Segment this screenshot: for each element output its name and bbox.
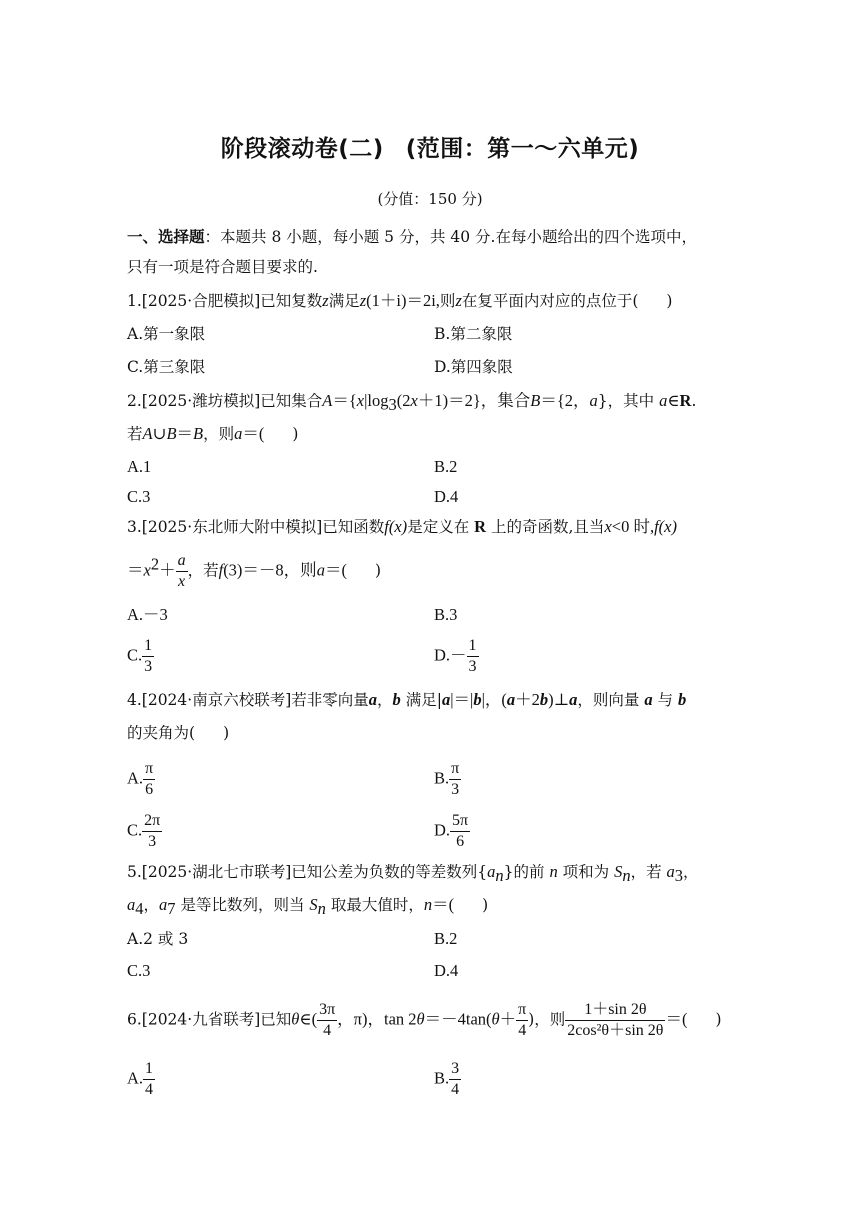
- question-4-line2: [127, 723, 229, 743]
- q4-a: a: [368, 690, 378, 709]
- q3-cond: ，若: [187, 561, 219, 580]
- q2-in: ∈: [667, 391, 680, 410]
- q3-eq: ＝: [127, 560, 144, 580]
- q2-close: ): [292, 425, 299, 443]
- q1-option-a[interactable]: A.第一象限: [127, 325, 206, 343]
- section-intro-line2: 只有一项是符合题目要求的.: [127, 258, 318, 276]
- question-1: [127, 291, 672, 311]
- q1-var-z3: z: [455, 291, 462, 310]
- q2-lead: 2.[2025·潍坊模拟]已知集合: [127, 392, 323, 410]
- q4-a5: a: [644, 690, 653, 709]
- q2-set-b3: B: [193, 424, 204, 443]
- q4-and: 与: [657, 691, 674, 709]
- q6-a-frac: [143, 1060, 155, 1099]
- q4-sat: 满足|: [405, 691, 442, 709]
- q2-set-b2: B: [166, 424, 177, 443]
- question-2-line2: [127, 424, 298, 444]
- q2-a2: a: [659, 391, 668, 410]
- q2-eq1: ＝{: [332, 391, 357, 410]
- q5-sub-n: n: [495, 866, 504, 886]
- q2-arg: (2: [396, 391, 411, 410]
- q3-on: 上的奇函数,且当: [491, 518, 605, 536]
- q5-option-a[interactable]: A.2 或 3: [127, 930, 189, 948]
- section-header: [127, 227, 697, 247]
- q2-option-c[interactable]: C.3: [127, 487, 151, 506]
- question-3-line2: $=x^2+$ $\frac{a}{x}$ ，若f(3)＝－8，则a＝( ): [127, 552, 381, 590]
- q3-f2: f: [654, 517, 659, 536]
- q4-b-lead: B.: [434, 768, 450, 788]
- q2-rest: }，其中: [597, 392, 655, 410]
- q5-n: n: [549, 862, 558, 881]
- q2-log-base: 3: [388, 395, 397, 415]
- q3-reals: R: [474, 517, 487, 536]
- q4-b2: b: [473, 690, 482, 709]
- question-2: [127, 391, 697, 415]
- q4-option-d[interactable]: [434, 812, 470, 851]
- q6-b-frac: [449, 1060, 461, 1099]
- q3-f3-val: (3)＝－8，则: [223, 560, 317, 580]
- q5-close: ): [482, 896, 489, 914]
- q6-a-num: 1: [143, 1060, 155, 1080]
- title-scope: (范围：第一～六单元): [405, 136, 640, 162]
- q1-option-c[interactable]: C.第三象限: [127, 358, 206, 376]
- q2-a3: a: [234, 424, 243, 443]
- q1-option-d[interactable]: D.第四象限: [434, 358, 513, 376]
- q2-eqa: ＝(: [242, 424, 265, 443]
- q4-a-num: π: [143, 760, 155, 780]
- q6-b-den: 4: [451, 1081, 460, 1098]
- q4-comma: ，: [377, 691, 393, 709]
- q5-n2: n: [423, 895, 433, 914]
- q6-then: )，则: [528, 1010, 566, 1029]
- question-5-line2: $a_4$，$a_7$ 是等比数列，则当 $S_n$ 取最大值时，n＝( ): [127, 895, 489, 919]
- q3-option-a[interactable]: A.－3: [127, 605, 168, 624]
- q5-mid: }的前: [503, 863, 545, 881]
- q1-tail2: 在复平面内对应的点位于(: [461, 292, 639, 310]
- q3-ask: ＝(: [324, 560, 347, 580]
- q6-frac-main-den: 2cos²θ＋sin 2θ: [567, 1022, 664, 1039]
- q5-line2b: 取最大值时，: [330, 896, 424, 914]
- q1-mid: 满足: [328, 292, 360, 310]
- q5-sub-n2: n: [622, 866, 631, 886]
- q5-sub-4: 4: [135, 899, 144, 919]
- q5-a: a: [487, 862, 496, 881]
- q1-var-z: z: [322, 291, 329, 310]
- q4-option-b[interactable]: [434, 760, 461, 799]
- q4-c-num: 2π: [142, 812, 162, 832]
- q4-a2: a: [441, 690, 451, 709]
- q6-frac-main-num: 1＋sin 2θ: [565, 1001, 665, 1021]
- q3-x2: x: [143, 560, 151, 580]
- q2-then: ，则: [203, 425, 235, 443]
- q1-tail: 则: [439, 292, 456, 310]
- score-info: (分值：150 分): [377, 190, 483, 208]
- q3-a: a: [316, 560, 325, 580]
- q5-option-c[interactable]: C.3: [127, 961, 151, 980]
- q4-close: ): [223, 724, 230, 742]
- q4-c-frac: [142, 812, 162, 851]
- q6-close: ): [715, 1010, 722, 1029]
- q3-lt: <0 时,: [611, 517, 655, 536]
- q4-d-num: 5π: [450, 812, 470, 832]
- q2-set-a2: A: [142, 424, 153, 443]
- q6-in: ∈(: [299, 1009, 318, 1029]
- q3-option-d[interactable]: [434, 637, 479, 676]
- q1-lead: 1.[2025·合肥模拟]已知复数: [127, 292, 323, 310]
- q6-pi: ，π)，tan 2: [337, 1009, 417, 1029]
- q4-plus2: ＋2: [515, 690, 540, 709]
- q6-b-lead: B.: [434, 1068, 450, 1088]
- q5-option-d[interactable]: D.4: [434, 961, 459, 980]
- q3-fx2: (x): [658, 517, 677, 536]
- q4-c-den: 3: [148, 833, 157, 850]
- title-main: 阶段滚动卷(二): [220, 136, 384, 162]
- q5-a7: a: [159, 895, 168, 914]
- q6-frac2-num: π: [516, 1001, 528, 1021]
- q4-absend: |，(: [481, 690, 507, 709]
- q4-absmid: |＝|: [450, 690, 474, 709]
- q5-line2: 是等比数列，则当: [180, 896, 305, 914]
- q6-option-b[interactable]: [434, 1060, 461, 1099]
- q1-expr: (1＋i)＝2i,: [366, 291, 440, 310]
- q3-d-frac: [467, 637, 479, 676]
- q4-a3: a: [506, 690, 516, 709]
- q4-option-a[interactable]: [127, 760, 155, 799]
- q5-mid2: 项和为: [562, 863, 610, 881]
- q4-d-lead: D.: [434, 820, 451, 840]
- q3-d-den: 3: [468, 658, 477, 675]
- q5-a3: a: [666, 862, 675, 881]
- q6-frac1-num: 3π: [317, 1001, 337, 1021]
- q2-dot: .: [691, 392, 697, 410]
- q4-b-frac: [449, 760, 461, 799]
- q3-d-lead: D.－: [434, 645, 467, 665]
- q2-eqb: ＝: [176, 424, 194, 443]
- q4-d-den: 6: [456, 833, 465, 850]
- q2-if: 若: [127, 425, 143, 443]
- q3-c-frac: [142, 637, 154, 676]
- q3-is: 是定义在: [407, 518, 470, 536]
- q4-line2: 的夹角为(: [127, 724, 196, 742]
- q3-c-lead: C.: [127, 645, 143, 665]
- q4-a-frac: [143, 760, 155, 799]
- q3-c-num: 1: [142, 637, 154, 657]
- q1-close: ): [666, 292, 673, 310]
- q6-frac2: [516, 1001, 528, 1040]
- q3-close: ): [374, 561, 381, 580]
- q1-option-b[interactable]: B.第二象限: [434, 325, 513, 343]
- section-intro: ：本题共 8 小题，每小题 5 分，共 40 分.在每小题给出的四个选项中，: [204, 228, 697, 246]
- q3-option-c[interactable]: [127, 637, 154, 676]
- q2-option-d[interactable]: D.4: [434, 487, 459, 506]
- q2-union: ∪: [152, 424, 167, 443]
- q5-s2: S: [309, 895, 318, 914]
- q4-b: b: [392, 690, 401, 709]
- q2-arg2: ＋1)＝2}，集合: [417, 391, 531, 410]
- q6-frac1: [317, 1001, 337, 1040]
- q2-log: |log: [364, 391, 389, 410]
- q4-a-den: 6: [145, 781, 154, 798]
- q6-option-a[interactable]: [127, 1060, 155, 1099]
- q2-eq2: ＝{2，: [540, 391, 590, 410]
- q6-frac2-den: 4: [518, 1022, 527, 1039]
- q3-option-b[interactable]: B.3: [434, 605, 458, 624]
- question-3: [127, 517, 677, 537]
- q6-theta2: θ: [416, 1009, 425, 1029]
- q4-option-c[interactable]: [127, 812, 162, 851]
- q3-fx: (x): [388, 517, 408, 536]
- q2-set-b: B: [530, 391, 541, 410]
- q4-lead: 4.[2024·南京六校联考]若非零向量: [127, 691, 369, 709]
- q5-mid3: ，若: [630, 863, 662, 881]
- q3-d-num: 1: [467, 637, 479, 657]
- q6-frac1-den: 4: [323, 1022, 332, 1039]
- q6-ask: ＝(: [665, 1009, 688, 1029]
- q4-b4: b: [677, 690, 687, 709]
- q3-lead: 3.[2025·东北师大附中模拟]已知函数: [127, 518, 385, 536]
- q6-eq: ＝－4tan(: [424, 1009, 492, 1029]
- q6-frac-main: [565, 1001, 665, 1040]
- q2-option-a[interactable]: A.1: [127, 457, 152, 476]
- q3-plus: ＋: [159, 560, 176, 580]
- q4-a-lead: A.: [127, 768, 144, 788]
- q5-sub-n3: n: [317, 899, 326, 919]
- q3-frac-num: a: [176, 552, 188, 572]
- q5-lead: 5.[2025·湖北七市联考]已知公差为负数的等差数列{: [127, 863, 488, 881]
- q2-set-a: A: [322, 391, 333, 410]
- q4-b3: b: [539, 690, 549, 709]
- q6-b-num: 3: [449, 1060, 461, 1080]
- q3-f: f: [384, 517, 389, 536]
- q5-eq: ＝(: [432, 895, 455, 914]
- q5-s: S: [614, 862, 623, 881]
- q3-f3: f: [218, 560, 224, 580]
- question-5: 5.[2025·湖北七市联考]已知公差为负数的等差数列$\{a_n\}$的前 n 项和为 $S_n$，若 $a_3$，: [127, 862, 699, 886]
- q4-d-frac: [450, 812, 470, 851]
- q4-b-num: π: [449, 760, 461, 780]
- q4-b-den: 3: [451, 781, 460, 798]
- q2-x: x: [356, 391, 365, 410]
- q3-c-den: 3: [144, 658, 153, 675]
- q5-sub-7: 7: [167, 899, 176, 919]
- q2-x2: x: [410, 391, 418, 410]
- q2-option-b[interactable]: B.2: [434, 457, 458, 476]
- q4-then: ，则向量: [577, 691, 640, 709]
- q6-lead: 6.[2024·九省联考]已知: [127, 1010, 292, 1029]
- q6-plus: ＋: [499, 1009, 517, 1029]
- q4-a4: a: [569, 690, 578, 709]
- q2-a: a: [589, 391, 598, 410]
- q4-perp: )⊥: [548, 690, 570, 709]
- q6-theta3: θ: [491, 1009, 500, 1029]
- q6-a-den: 4: [145, 1081, 154, 1098]
- q6-a-lead: A.: [127, 1068, 144, 1088]
- section-label: 一、选择题: [127, 228, 205, 246]
- q5-sub-3: 3: [674, 866, 684, 886]
- question-4: [127, 690, 686, 710]
- q3-x: x: [604, 517, 612, 536]
- q2-reals: R: [679, 391, 692, 410]
- q6-theta: θ: [291, 1009, 300, 1029]
- page-title: [0, 130, 860, 163]
- q3-frac-den: x: [178, 573, 186, 590]
- q3-fraction: [176, 552, 188, 591]
- q5-a4: a: [127, 895, 136, 914]
- q1-var-z2: z: [359, 291, 367, 310]
- question-6: [127, 1001, 722, 1040]
- q5-option-b[interactable]: B.2: [434, 929, 458, 948]
- q4-c-lead: C.: [127, 820, 143, 840]
